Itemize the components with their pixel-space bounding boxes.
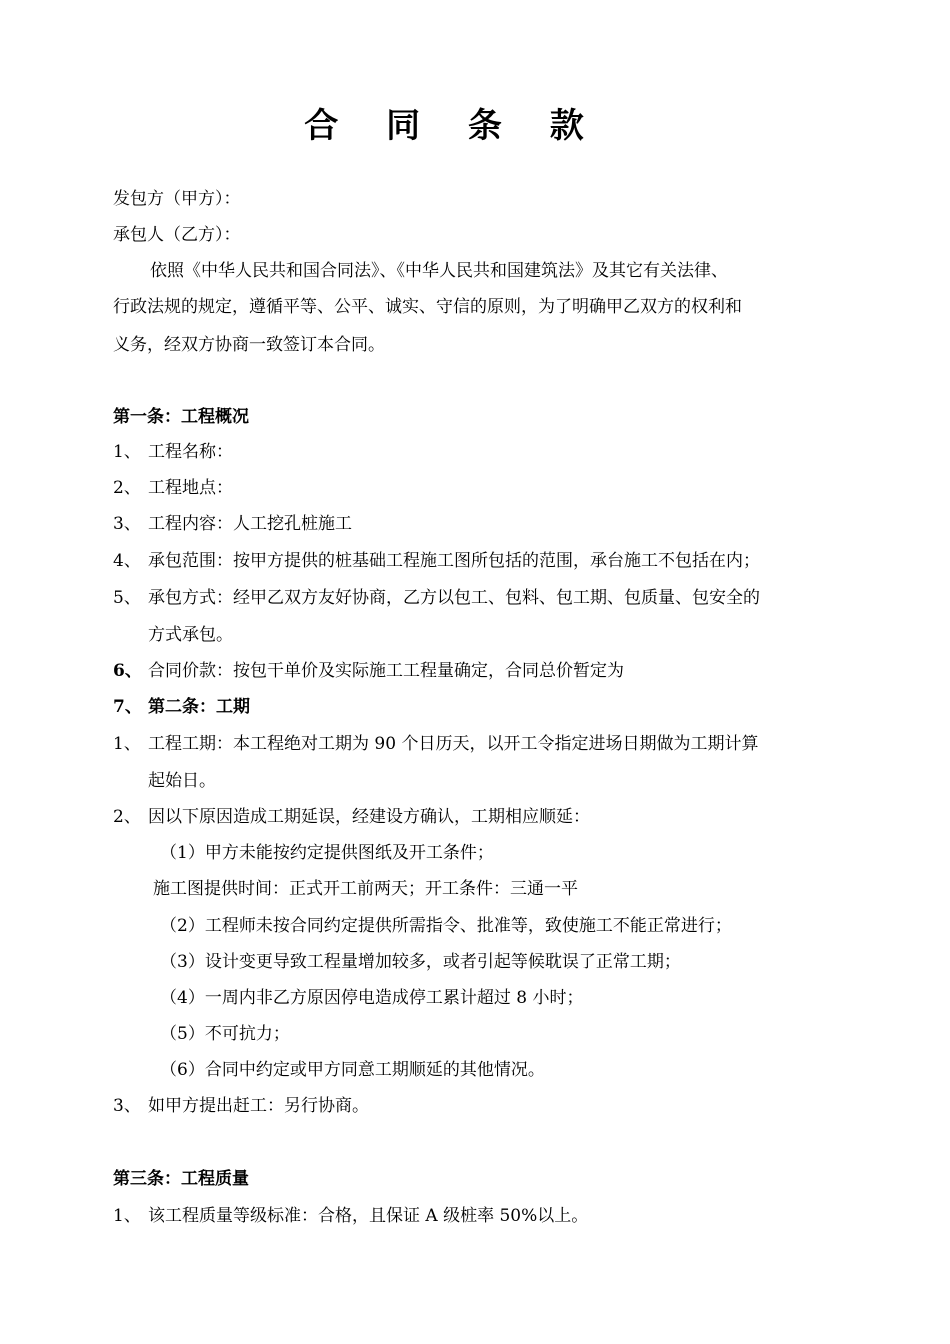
article-1-item-3 [113,512,352,536]
item-text: 因以下原因造成工期延误，经建设方确认，工期相应顺延： [148,807,590,827]
item-text: 如甲方提出赶工：另行协商。 [148,1096,369,1116]
article-2-item-1-continued: 起始日。 [148,771,216,791]
article-2-item-3 [113,1094,369,1118]
item-number: 5、 [113,588,141,608]
item-number: 2、 [113,478,141,498]
delay-reason-4: （4）一周内非乙方原因停电造成停工累计超过 8 小时； [160,988,584,1008]
item-number: 4、 [113,551,141,571]
item-number: 1、 [113,1206,141,1226]
item-text: 工程内容：人工挖孔桩施工 [148,514,352,534]
item-text: 该工程质量等级标准：合格，且保证 A 级桩率 50%以上。 [148,1206,589,1226]
item-text: 承包方式：经甲乙双方友好协商，乙方以包工、包料、包工期、包质量、包安全的 [148,588,760,608]
item-text: 工程名称： [148,442,233,462]
preamble-line-3: 义务，经双方协商一致签订本合同。 [113,335,385,355]
item-number: 1、 [113,734,141,754]
item-number: 6、 [113,661,142,681]
article-1-item-5 [113,586,760,610]
heading-text: 第二条：工期 [148,697,250,717]
article-2-item-2 [113,805,590,829]
article-3-item-1 [113,1204,588,1228]
article-2-heading [113,695,250,719]
item-number: 3、 [113,1096,141,1116]
item-number: 1、 [113,442,141,462]
delay-reason-6: （6）合同中约定或甲方同意工期顺延的其他情况。 [160,1060,545,1080]
article-2-item-1 [113,732,758,756]
delay-reason-5: （5）不可抗力； [160,1024,290,1044]
preamble-line-2: 行政法规的规定，遵循平等、公平、诚实、守信的原则，为了明确甲乙双方的权利和 [113,297,742,317]
item-text: 工程工期：本工程绝对工期为 90 个日历天，以开工令指定进场日期做为工期计算 [148,734,759,754]
article-1-item-4 [113,549,760,573]
article-1-item-5-continued: 方式承包。 [148,625,233,645]
party-b-label: 承包人（乙方）： [113,225,241,245]
delay-reason-1: （1）甲方未能按约定提供图纸及开工条件； [160,843,494,863]
item-number: 7、 [113,697,142,717]
item-text: 工程地点： [148,478,233,498]
party-a-label: 发包方（甲方）： [113,189,241,209]
item-number: 3、 [113,514,141,534]
drawing-delivery-note: 施工图提供时间：正式开工前两天；开工条件：三通一平 [153,879,578,899]
item-number: 2、 [113,807,141,827]
article-1-item-2 [113,476,233,500]
delay-reason-3: （3）设计变更导致工程量增加较多，或者引起等候耽误了正常工期； [160,952,681,972]
article-1-item-1 [113,440,233,464]
article-3-heading: 第三条：工程质量 [113,1169,249,1189]
article-1-heading: 第一条：工程概况 [113,407,249,427]
article-1-item-6 [113,659,624,683]
item-text: 合同价款：按包干单价及实际施工工程量确定，合同总价暂定为 [148,661,624,681]
delay-reason-2: （2）工程师未按合同约定提供所需指令、批准等，致使施工不能正常进行； [160,916,732,936]
item-text: 承包范围：按甲方提供的桩基础工程施工图所包括的范围，承台施工不包括在内； [148,551,760,571]
preamble-line-1: 依照《中华人民共和国合同法》、《中华人民共和国建筑法》及其它有关法律、 [150,261,728,281]
document-title: 合 同 条 款 [304,106,602,146]
